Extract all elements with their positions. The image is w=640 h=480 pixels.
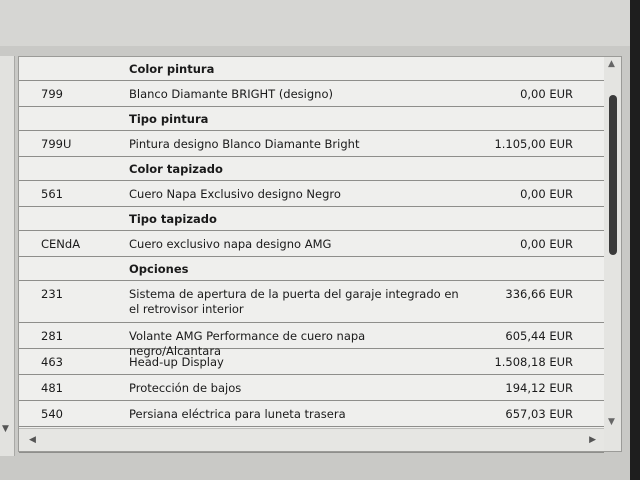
section-title: Tipo tapizado — [129, 212, 217, 226]
option-code: 463 — [41, 355, 63, 369]
table-row[interactable] — [19, 401, 604, 427]
section-header-row — [19, 257, 604, 281]
option-price: 605,44 EUR — [505, 329, 573, 343]
section-header-row — [19, 57, 604, 81]
section-title: Color tapizado — [129, 162, 223, 176]
option-description: Cuero Napa Exclusivo designo Negro — [129, 187, 341, 201]
section-header-row — [19, 207, 604, 231]
section-title: Tipo pintura — [129, 112, 209, 126]
scroll-down-icon[interactable]: ▼ — [608, 417, 615, 427]
horizontal-scrollbar[interactable] — [19, 428, 604, 451]
section-header-row — [19, 107, 604, 131]
option-code: 540 — [41, 407, 63, 421]
option-code: 561 — [41, 187, 63, 201]
options-table — [19, 57, 604, 429]
left-side-panel — [0, 56, 15, 456]
table-row[interactable] — [19, 131, 604, 157]
option-code: 799U — [41, 137, 72, 151]
configuration-list-panel — [18, 56, 622, 452]
option-price: 1.508,18 EUR — [494, 355, 573, 369]
option-price: 336,66 EUR — [505, 287, 573, 301]
vertical-scrollbar[interactable] — [604, 57, 621, 429]
left-panel-scroll-down-icon[interactable]: ▼ — [2, 424, 9, 434]
scroll-right-icon[interactable]: ▶ — [589, 435, 596, 445]
option-code: 231 — [41, 287, 63, 301]
option-code: CENdA — [41, 237, 81, 251]
option-price: 657,03 EUR — [505, 407, 573, 421]
option-price: 194,12 EUR — [505, 381, 573, 395]
window-top-area — [0, 0, 640, 46]
option-code: 799 — [41, 87, 63, 101]
scroll-left-icon[interactable]: ◀ — [29, 435, 36, 445]
table-row[interactable] — [19, 323, 604, 358]
option-description: Protección de bajos — [129, 381, 242, 395]
option-price: 0,00 EUR — [520, 187, 573, 201]
section-title: Opciones — [129, 262, 189, 276]
option-code: 281 — [41, 329, 63, 343]
screen-bezel — [630, 0, 640, 480]
option-price: 1.105,00 EUR — [494, 137, 573, 151]
section-title: Color pintura — [129, 62, 215, 76]
option-description: Pintura designo Blanco Diamante Bright — [129, 137, 360, 151]
option-description: Sistema de apertura de la puerta del garaje integrado en el retrovisor interior — [129, 287, 459, 316]
table-row[interactable] — [19, 181, 604, 207]
table-row[interactable] — [19, 81, 604, 107]
option-description: Persiana eléctrica para luneta trasera — [129, 407, 346, 421]
section-header-row — [19, 157, 604, 181]
option-description: Blanco Diamante BRIGHT (designo) — [129, 87, 333, 101]
option-price: 0,00 EUR — [520, 237, 573, 251]
option-description: Head-up Display — [129, 355, 224, 369]
table-row[interactable] — [19, 231, 604, 257]
table-row[interactable] — [19, 375, 604, 401]
option-price: 0,00 EUR — [520, 87, 573, 101]
scrollbar-corner — [604, 429, 621, 451]
vertical-scroll-thumb[interactable] — [609, 95, 617, 255]
option-code: 481 — [41, 381, 63, 395]
option-description: Volante AMG Performance de cuero napa negro/Alcantara — [129, 329, 366, 358]
scroll-up-icon[interactable]: ▲ — [608, 59, 615, 69]
option-description: Cuero exclusivo napa designo AMG — [129, 237, 332, 251]
table-row[interactable] — [19, 281, 604, 323]
